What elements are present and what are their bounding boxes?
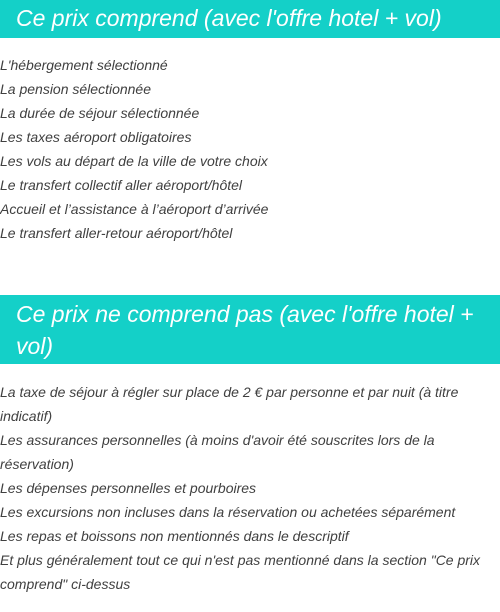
included-section-title: Ce prix comprend (avec l'offre hotel + vol)	[0, 0, 500, 38]
list-item: Et plus généralement tout ce qui n'est pas mentionné dans la section "Ce prix comprend" ci-dessus	[0, 552, 481, 592]
list-item: Le transfert collectif aller aéroport/hôtel	[0, 177, 243, 193]
list-item: Les assurances personnelles (à moins d'avoir été souscrites lors de la réservation)	[0, 432, 435, 472]
included-list	[0, 53, 500, 245]
list-item: L'hébergement sélectionné	[0, 57, 168, 73]
list-item: Les dépenses personnelles et pourboires	[0, 480, 257, 496]
excluded-list	[0, 380, 500, 596]
list-item: Les repas et boissons non mentionnés dans le descriptif	[0, 528, 349, 544]
list-item: La durée de séjour sélectionnée	[0, 105, 200, 121]
list-item: Les taxes aéroport obligatoires	[0, 129, 192, 145]
excluded-section-title: Ce prix ne comprend pas (avec l'offre hotel + vol)	[0, 295, 500, 364]
list-item: Les excursions non incluses dans la réservation ou achetées séparément	[0, 504, 456, 520]
list-item: Le transfert aller-retour aéroport/hôtel	[0, 225, 233, 241]
list-item: Accueil et l’assistance à l’aéroport d’arrivée	[0, 201, 269, 217]
list-item: Les vols au départ de la ville de votre choix	[0, 153, 268, 169]
list-item: La taxe de séjour à régler sur place de 2 € par personne et par nuit (à titre indicatif)	[0, 384, 459, 424]
list-item: La pension sélectionnée	[0, 81, 152, 97]
